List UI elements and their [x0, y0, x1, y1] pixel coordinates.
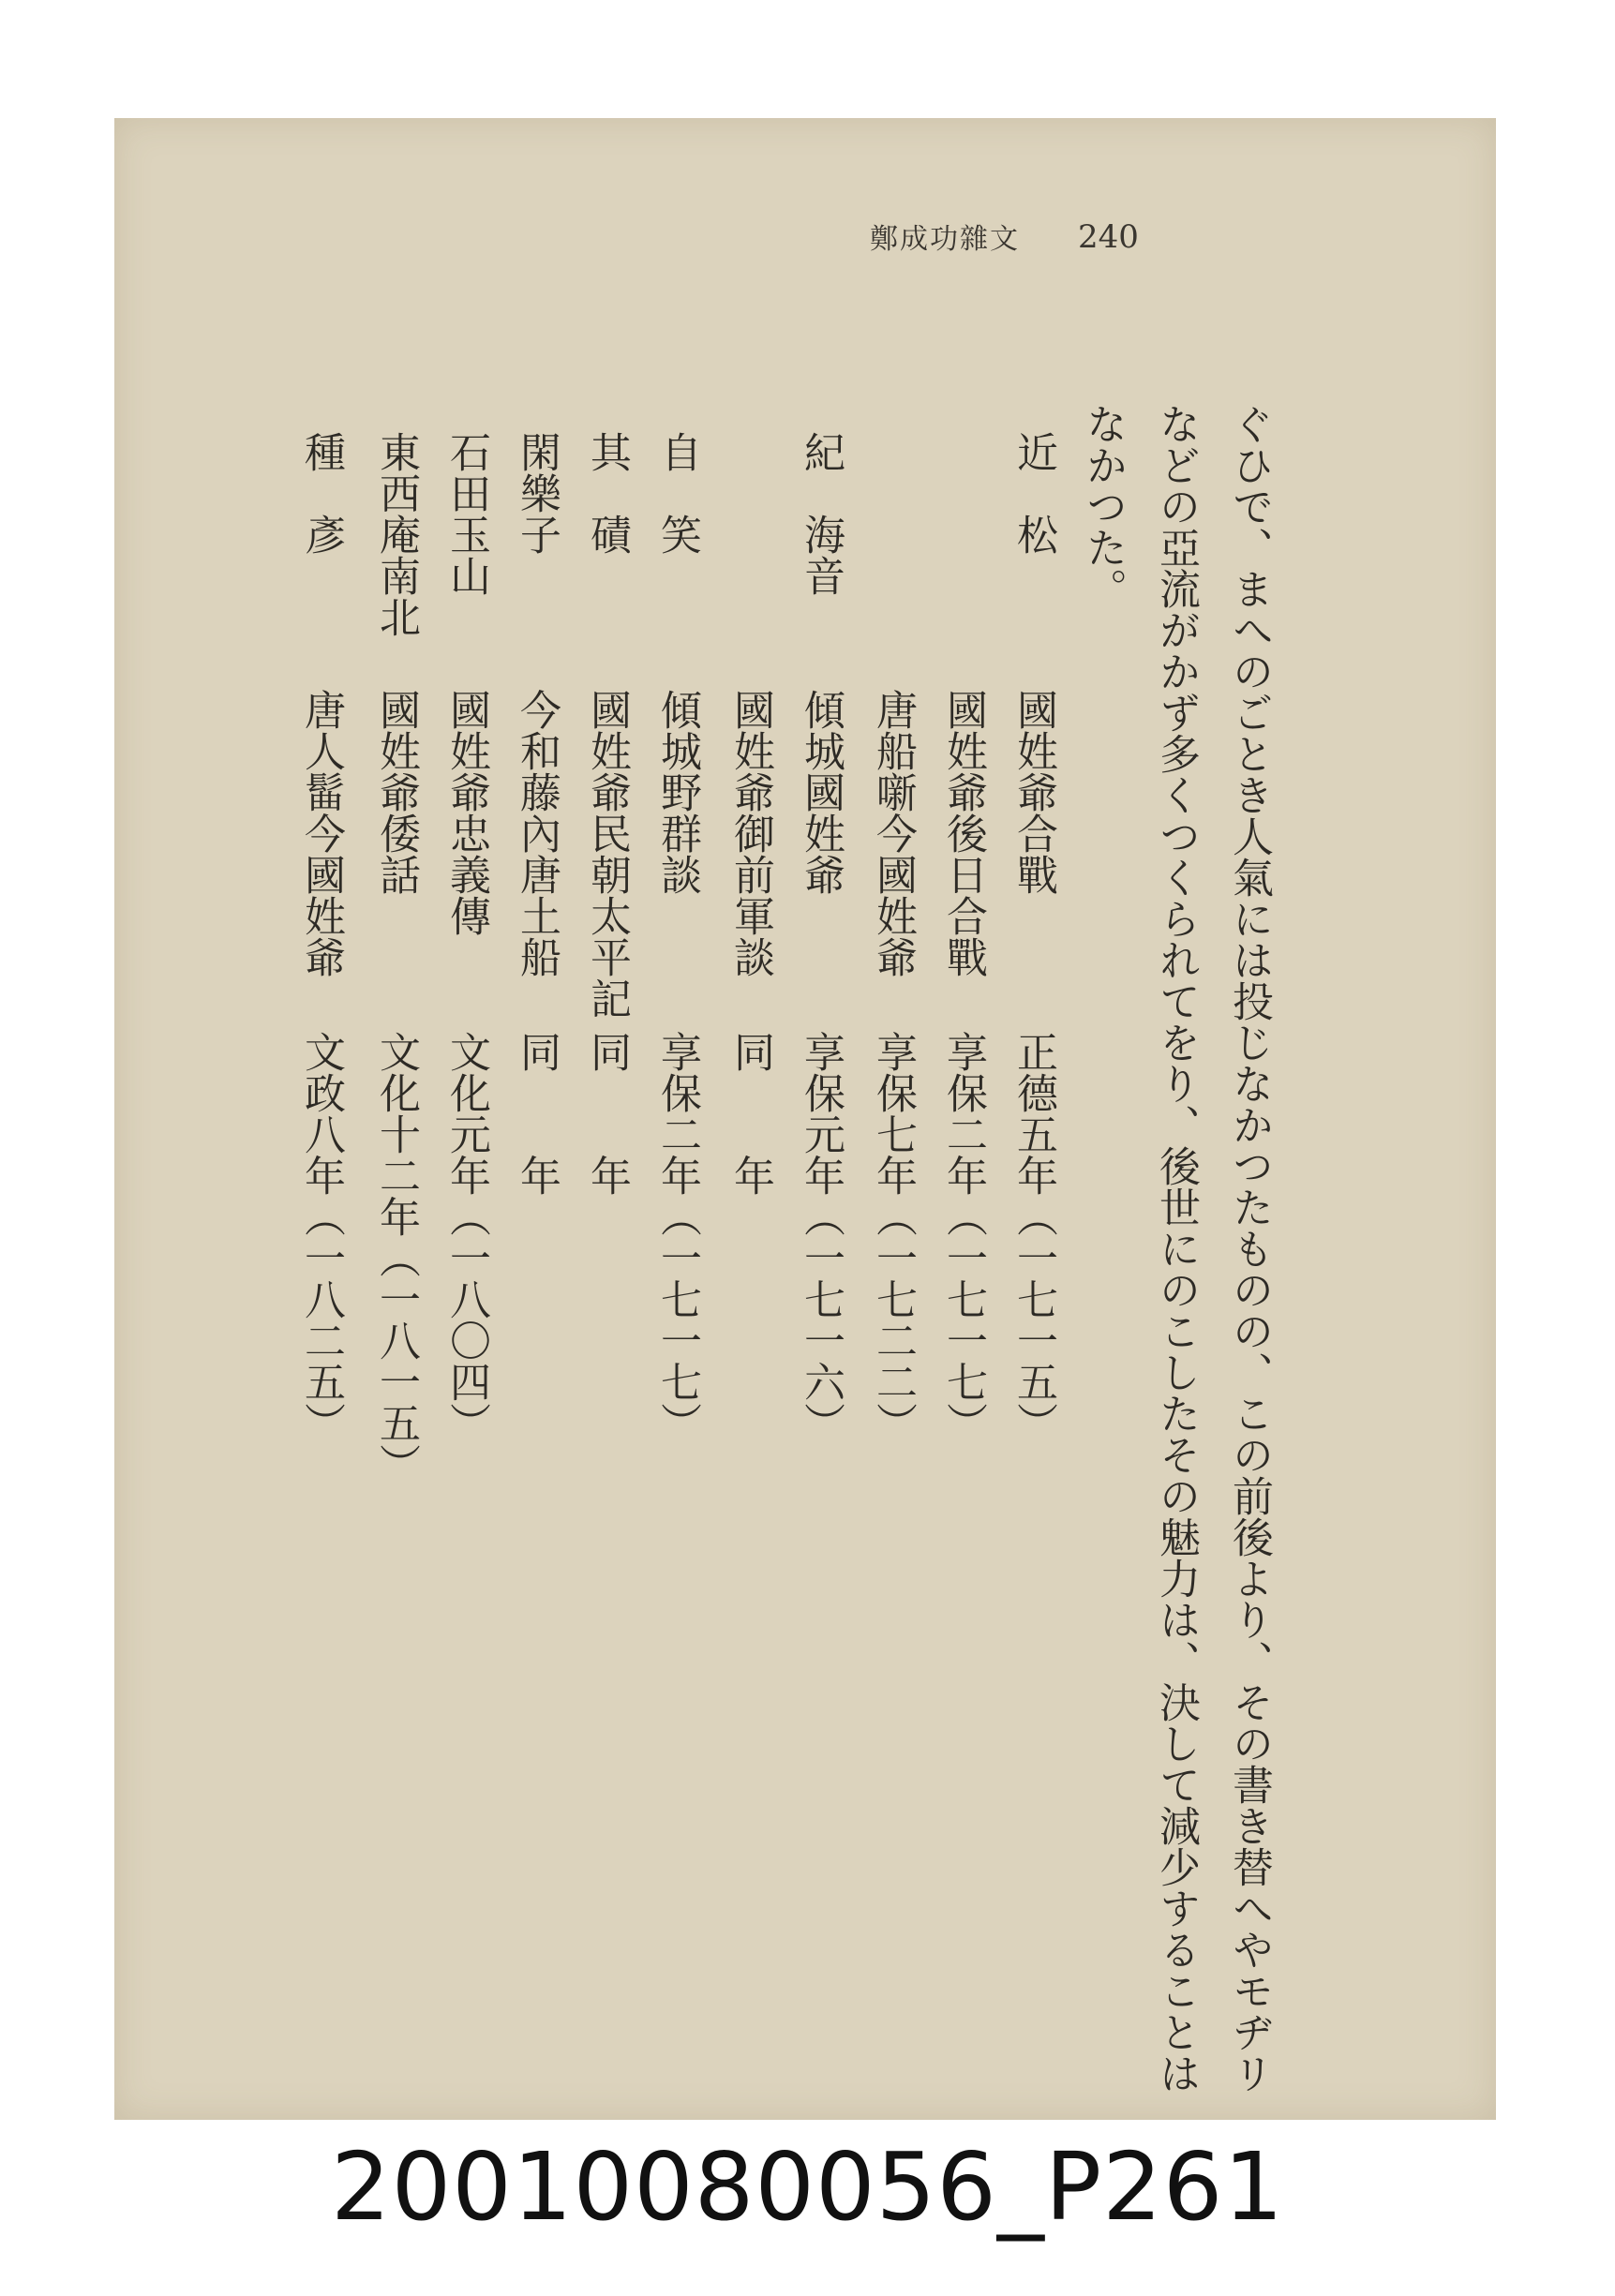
entry-date: 文化元年（一八〇四） [442, 1031, 490, 1443]
entry-author: 紀 海音 [797, 431, 845, 596]
entry-date: 同 年 [726, 1031, 774, 1196]
entry-date: 同 年 [583, 1031, 631, 1196]
paragraph-line-2: などの亞流がかず多くつくられてをり、後世にのこしたその魅力は、決して減少することは [1152, 403, 1200, 2094]
entry-date: 享保二年（一七一七） [939, 1031, 987, 1443]
entry-title: 今和藤內唐土船 [513, 689, 561, 977]
page-number: 240 [1078, 218, 1139, 256]
running-title: 鄭成功雜文 [870, 223, 1020, 256]
entry-title: 國姓爺忠義傳 [442, 689, 490, 936]
entry-date: 正德五年（一七一五） [1009, 1031, 1057, 1443]
entry-title: 國姓爺合戰 [1009, 689, 1057, 895]
entry-author: 種 彥 [297, 431, 345, 555]
entry-title: 唐船噺今國姓爺 [869, 689, 917, 977]
entry-title: 唐人髷今國姓爺 [297, 689, 345, 977]
entry-title: 國姓爺倭話 [372, 689, 420, 895]
entry-date: 享保二年（一七一七） [653, 1031, 701, 1443]
entry-date: 享保元年（一七一六） [797, 1031, 845, 1443]
entry-title: 國姓爺後日合戰 [939, 689, 987, 977]
entry-author: 閑樂子 [513, 431, 561, 555]
entry-author: 自 笑 [653, 431, 701, 555]
entry-author: 其 磧 [583, 431, 631, 555]
image-caption: 20010080056_P261 [330, 2132, 1285, 2242]
entry-author: 東西庵南北 [372, 431, 420, 637]
entry-title: 傾城野群談 [653, 689, 701, 895]
entry-date: 同 年 [513, 1031, 561, 1196]
entry-title: 國姓爺御前軍談 [726, 689, 774, 977]
entry-author: 近 松 [1009, 431, 1057, 555]
entry-author: 石田玉山 [442, 431, 490, 596]
entry-date: 享保七年（一七二二） [869, 1031, 917, 1443]
entry-title: 傾城國姓爺 [797, 689, 845, 895]
entry-title: 國姓爺民朝太平記 [583, 689, 631, 1019]
paragraph-line-3: なかつた。 [1079, 403, 1127, 609]
entry-date: 文化十二年（一八一五） [372, 1031, 420, 1484]
entry-date: 文政八年（一八二五） [297, 1031, 345, 1443]
paragraph-line-1: ぐひで、まへのごとき人氣には投じなかつたものの、この前後より、その書き替へやモヂリ [1225, 403, 1273, 2094]
